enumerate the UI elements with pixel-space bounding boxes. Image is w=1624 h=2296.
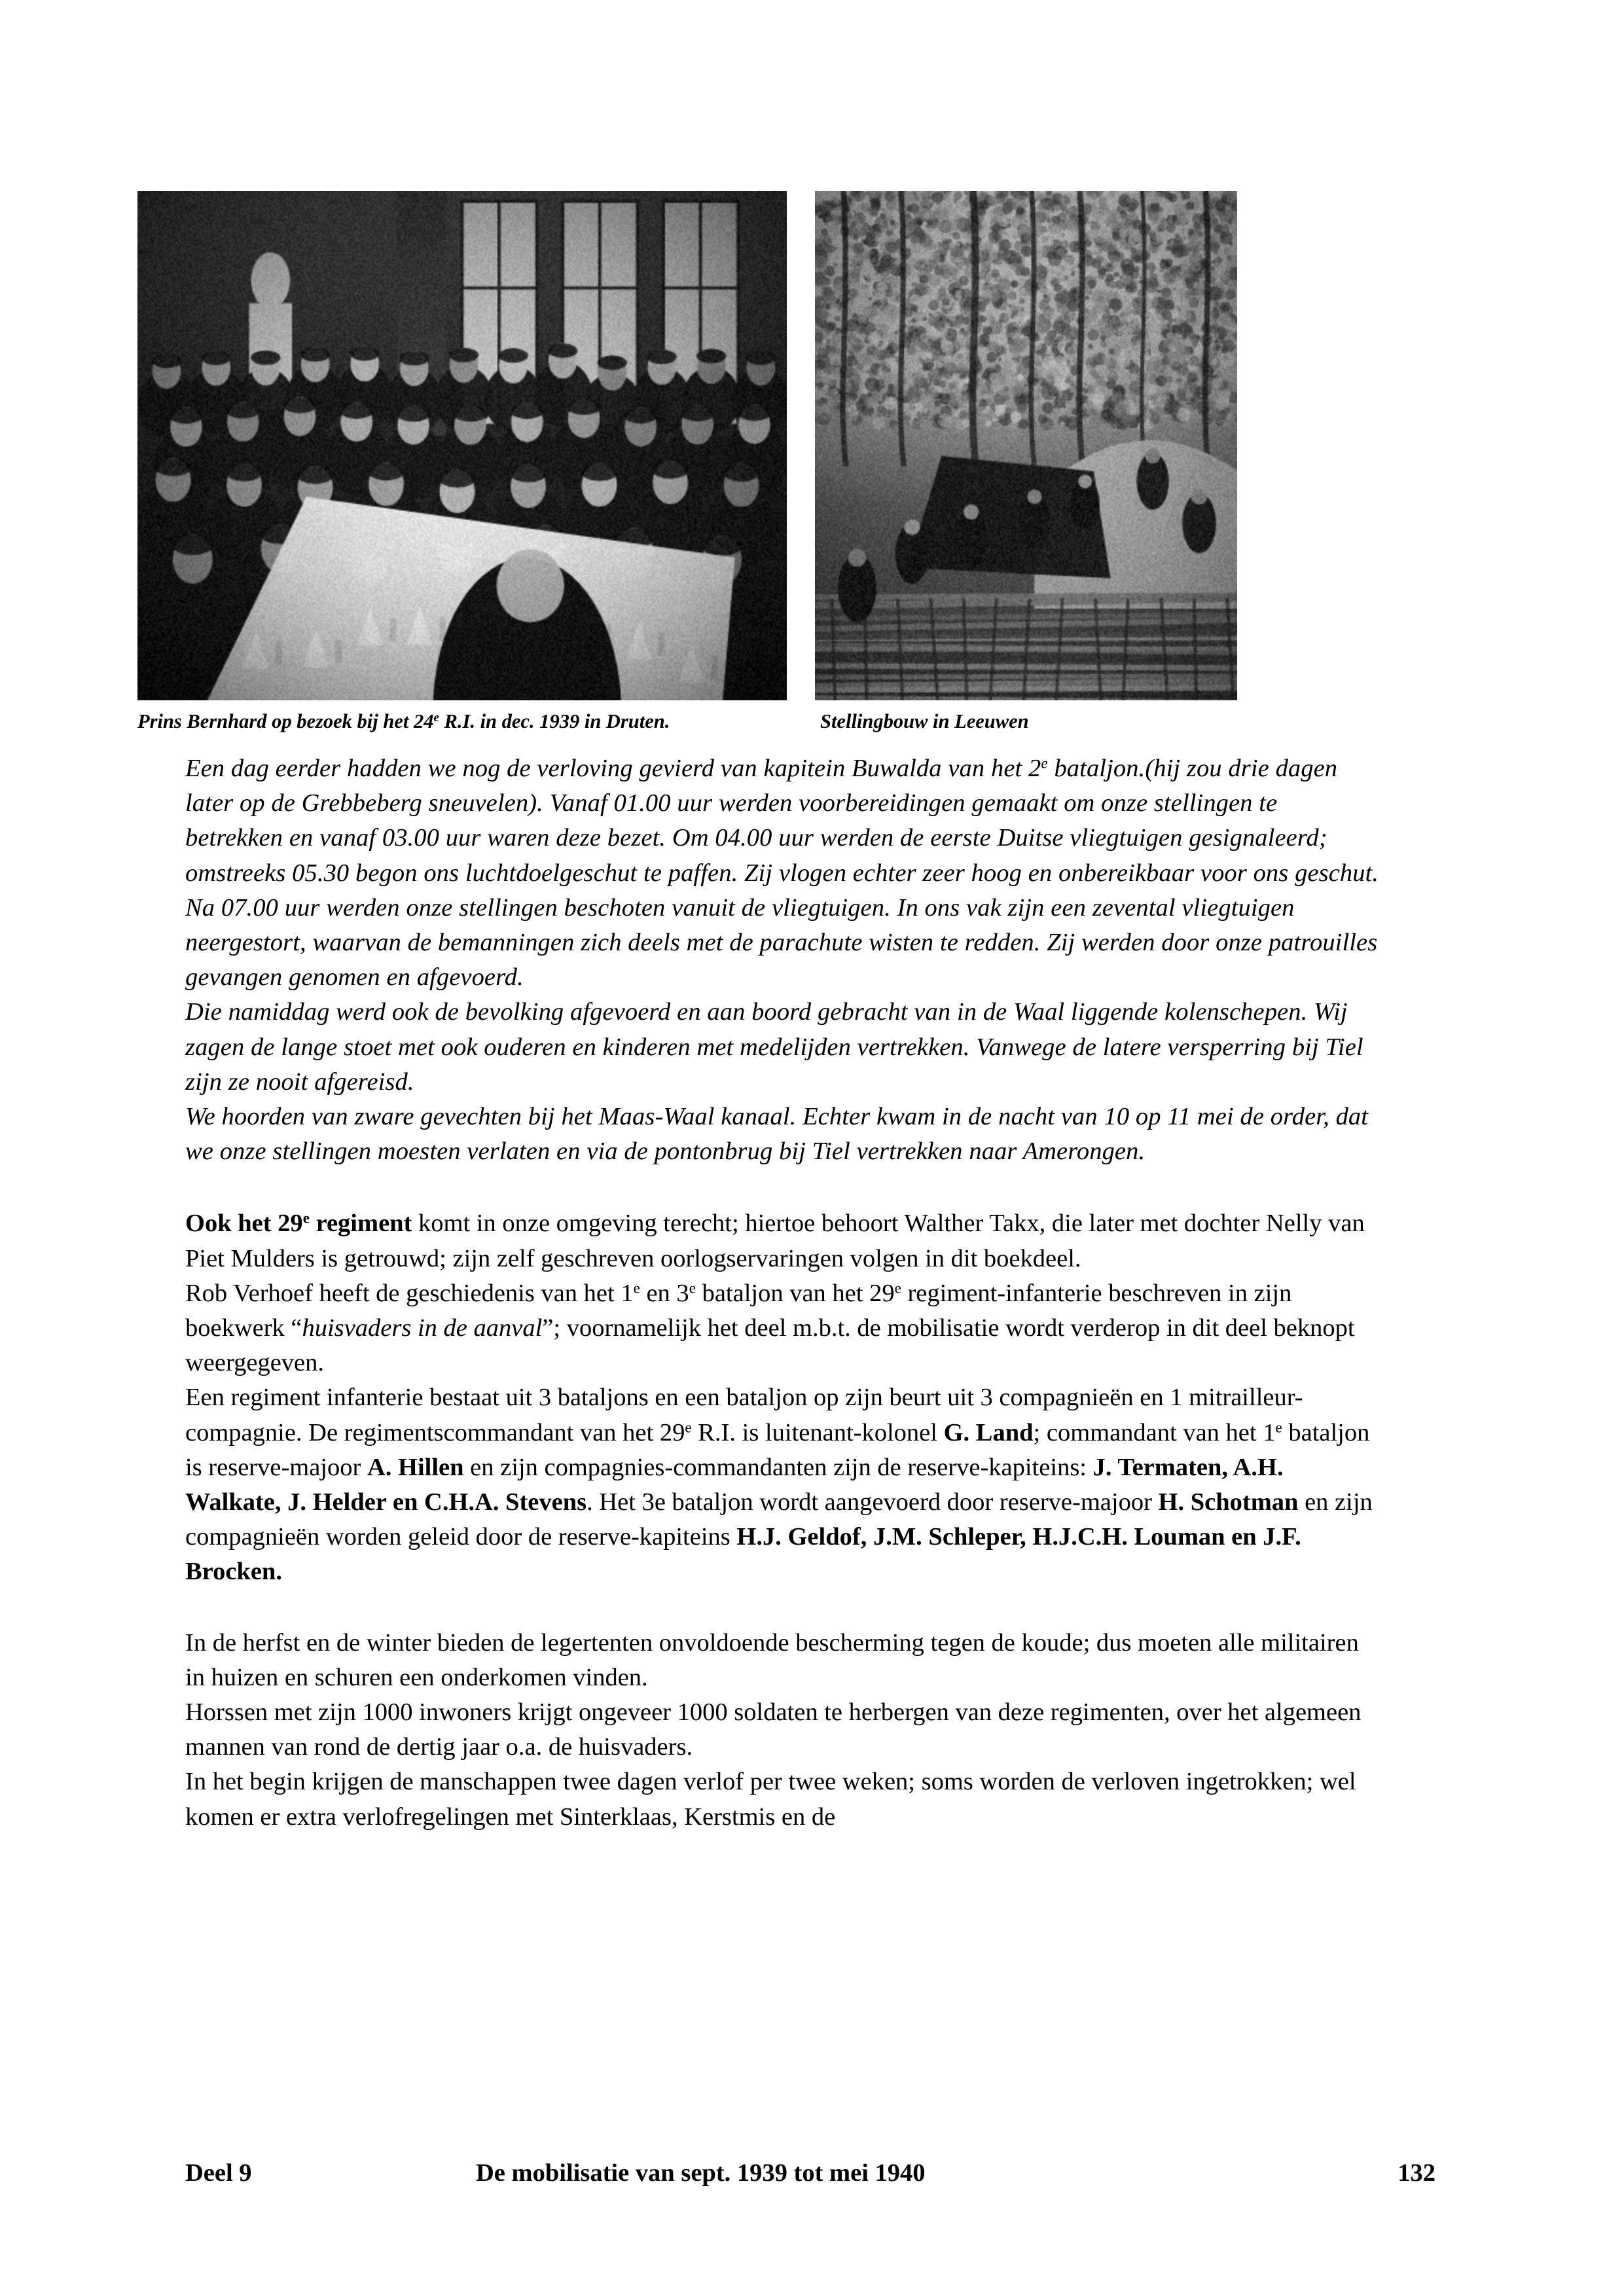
emphasis-bold: regiment (309, 1210, 412, 1238)
text-run: en 3 (640, 1279, 689, 1307)
caption-text-1: Prins Bernhard op bezoek bij het 24 (137, 710, 434, 732)
photo-band (137, 191, 1237, 702)
regiment-paragraph (185, 1380, 1380, 1589)
text-run: regiment-infanterie beschreven in zijn boekwerk “ (185, 1279, 1292, 1342)
text-run: en zijn compagnieën worden geleid door de reserve-kapiteins (185, 1488, 1373, 1551)
caption-superscript-1: e (433, 711, 439, 725)
footer-title: De mobilisatie van sept. 1939 tot mei 1940 (476, 2159, 926, 2187)
stellingbouw-caption (820, 708, 1029, 734)
ordinal-superscript: e (689, 1279, 696, 1297)
billeting-paragraph (185, 1765, 1380, 1834)
body-text-column (185, 751, 1380, 1835)
prins-bernhard-caption (137, 708, 670, 734)
page-footer (185, 2157, 1435, 2189)
text-run: Een dag eerder hadden we nog de verloving gevierd van kapitein Buwalda van het 2 (185, 755, 1041, 782)
billeting-paragraph (185, 1695, 1380, 1765)
caption-text-1b: R.I. in dec. 1939 in Druten. (439, 710, 670, 732)
emphasis-bold: J. Termaten, A.H. Walkate, J. Helder en C.H.A. Stevens (185, 1453, 1284, 1516)
caption-text-2: Stellingbouw in Leeuwen (820, 710, 1029, 732)
regiment-paragraph (185, 1276, 1380, 1381)
memoir-paragraph (185, 1100, 1380, 1169)
text-run: ”; voornamelijk het deel m.b.t. de mobilisatie wordt verderop in dit deel beknopt weergegeven. (185, 1314, 1355, 1377)
memoir-paragraph (185, 995, 1380, 1100)
billeting-paragraph (185, 1626, 1380, 1695)
text-run: Die namiddag werd ook de bevolking afgevoerd en aan boord gebracht van in de Waal liggende kolenschepen. Wij zagen de lange stoet met ook ouderen en kinderen met medelijden vertrekken. Vanwege de latere versperring bij Tiel zijn ze nooit afgereisd. (185, 998, 1363, 1096)
spacer-1 (185, 1169, 1380, 1206)
text-run: bataljon van het 29 (695, 1279, 895, 1307)
footer-page-number: 132 (1398, 2159, 1435, 2187)
emphasis-bold: G. Land (943, 1418, 1034, 1446)
ordinal-superscript: e (685, 1418, 692, 1435)
text-run: bataljon is reserve-majoor (185, 1418, 1370, 1481)
prins-bernhard-photo (137, 191, 787, 700)
ordinal-superscript: e (1275, 1418, 1282, 1435)
stellingbouw-photo (815, 191, 1237, 700)
ordinal-superscript: e (1041, 754, 1048, 772)
regiment-paragraph (185, 1206, 1380, 1276)
emphasis-bold: H. Schotman (1158, 1488, 1299, 1516)
footer-part-label: Deel 9 (185, 2159, 252, 2187)
ordinal-superscript: e (894, 1279, 901, 1297)
text-run: Rob Verhoef heeft de geschiedenis van het 1 (185, 1279, 634, 1307)
text-run: In het begin krijgen de manschappen twee dagen verlof per twee weken; soms worden de verloven ingetrokken; wel komen er extra verlofregelingen met Sinterklaas, Kerstmis en de (185, 1768, 1356, 1831)
ordinal-superscript: e (633, 1279, 640, 1297)
text-run: bataljon.(hij zou drie dagen later op de Grebbeberg sneuvelen). Vanaf 01.00 uur werden voorbereidingen gemaakt om onze stellingen te betrekken en vanaf 03.00 uur waren deze bezet. Om 04.00 uur werden de eerste Duitse vliegtuigen gesignaleerd; omstreeks 05.30 begon ons luchtdoelgeschut te paffen. Zij vlogen echter zeer hoog en onbereikbaar voor ons geschut. Na 07.00 uur werden onze stellingen beschoten vanuit de vliegtuigen. In ons vak zijn een zevental vliegtuigen neergestort, waarvan de bemanningen zich deels met de parachute wisten te redden. Zij werden door onze patrouilles gevangen genomen en afgevoerd. (185, 755, 1379, 992)
text-run: en zijn compagnies-commandanten zijn de reserve-kapiteins: (463, 1453, 1093, 1481)
text-run: Horssen met zijn 1000 inwoners krijgt ongeveer 1000 soldaten te herbergen van deze regimenten, over het algemeen mannen van rond de dertig jaar o.a. de huisvaders. (185, 1698, 1362, 1761)
billeting-block (185, 1626, 1380, 1835)
text-run: . Het 3e bataljon wordt aangevoerd door reserve-majoor (586, 1488, 1159, 1516)
text-run: ; commandant van het 1 (1033, 1418, 1276, 1446)
emphasis-bold: H.J. Geldof, J.M. Schleper, H.J.C.H. Louman en J.F. Brocken. (185, 1523, 1301, 1586)
text-run: komt in onze omgeving terecht; hiertoe behoort Walther Takx, die later met dochter Nelly van Piet Mulders is getrouwd; zijn zelf geschreven oorlogservaringen volgen in dit boekdeel. (185, 1210, 1365, 1272)
figure-captions (137, 708, 1237, 737)
text-run: In de herfst en de winter bieden de legertenten onvoldoende bescherming tegen de koude; dus moeten alle militairen in huizen en schuren een onderkomen vinden. (185, 1628, 1359, 1691)
text-run: R.I. is luitenant-kolonel (691, 1418, 944, 1446)
book-title-italic: huisvaders in de aanval (302, 1314, 543, 1342)
text-run: We hoorden van zware gevechten bij het Maas-Waal kanaal. Echter kwam in de nacht van 10 op 11 mei de order, dat we onze stellingen moesten verlaten en via de pontonbrug bij Tiel vertrekken naar Amerongen. (185, 1103, 1369, 1166)
spacer-2 (185, 1590, 1380, 1626)
memoir-block (185, 751, 1380, 1169)
ordinal-superscript: e (302, 1209, 310, 1227)
regiment-block (185, 1206, 1380, 1589)
emphasis-bold: A. Hillen (367, 1453, 464, 1481)
emphasis-bold: Ook het 29 (185, 1210, 303, 1238)
text-run: Een regiment infanterie bestaat uit 3 bataljons en een bataljon op zijn beurt uit 3 compagnieën en 1 mitrailleur-compagnie. De regimentscommandant van het 29 (185, 1384, 1303, 1446)
memoir-paragraph (185, 751, 1380, 995)
